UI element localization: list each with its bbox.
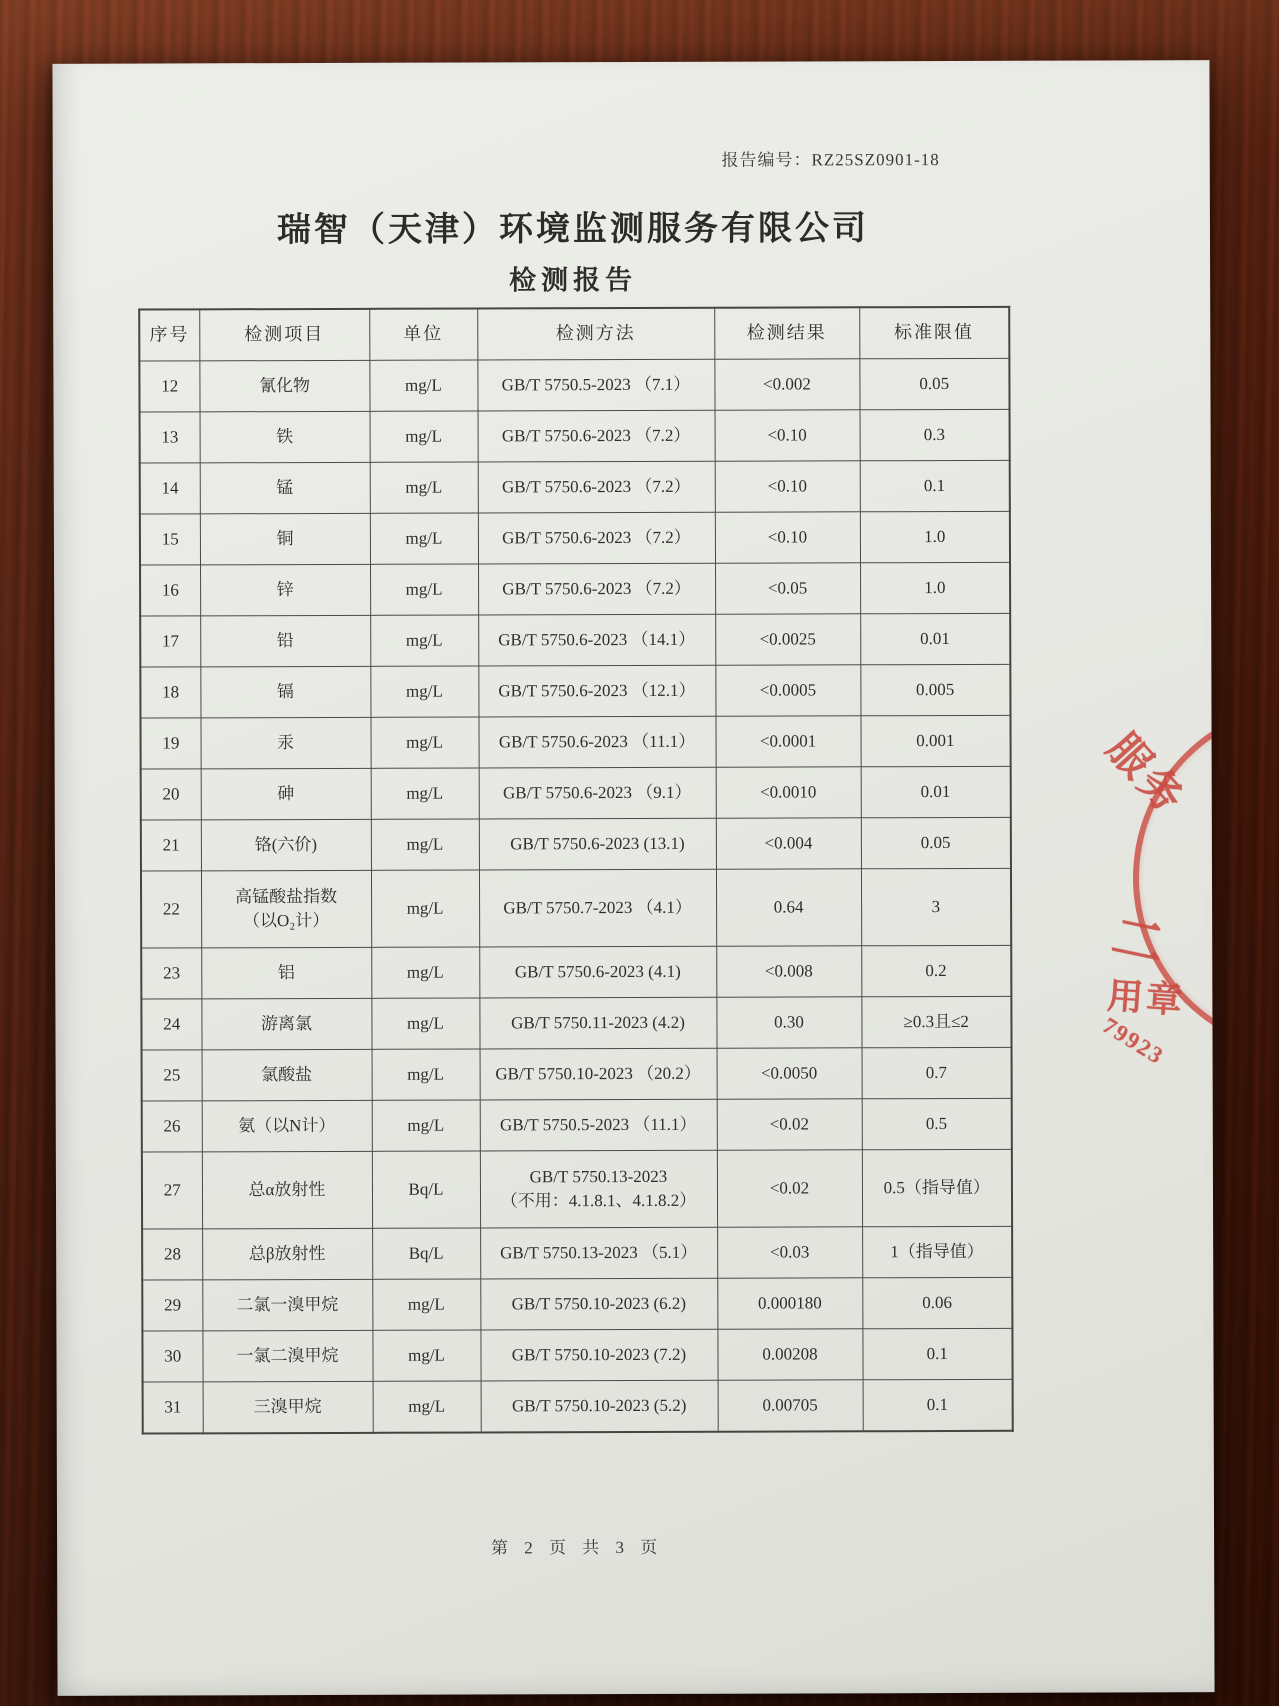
seal-text-fragment: 服务	[1097, 725, 1194, 825]
cell-limit: 0.3	[860, 409, 1010, 460]
cell-unit: mg/L	[373, 1381, 481, 1433]
cell-limit: 1（指导值）	[862, 1226, 1012, 1277]
table-body	[139, 358, 1012, 1433]
cell-limit: 0.5	[862, 1098, 1012, 1149]
cell-limit: 0.1	[863, 1379, 1013, 1431]
cell-method: GB/T 5750.13-2023 （5.1）	[480, 1227, 717, 1279]
table-row	[141, 996, 1011, 1050]
cell-limit: 0.7	[862, 1047, 1012, 1098]
table-row	[140, 409, 1010, 463]
cell-unit: mg/L	[370, 411, 478, 462]
cell-method: GB/T 5750.13-2023 （不用：4.1.8.1、4.1.8.2）	[480, 1150, 717, 1228]
cell-limit: 0.1	[860, 460, 1010, 511]
cell-method: GB/T 5750.6-2023 （9.1）	[479, 767, 716, 819]
seal-ring	[1132, 701, 1214, 1054]
table-row	[140, 460, 1010, 514]
cell-method: GB/T 5750.10-2023 (6.2)	[480, 1278, 717, 1330]
cell-result: <0.004	[716, 818, 861, 869]
cell-result: <0.002	[714, 359, 859, 410]
cell-unit: mg/L	[372, 1049, 480, 1100]
table-header-row	[139, 307, 1009, 361]
cell-unit: mg/L	[370, 666, 478, 717]
cell-result: <0.0025	[715, 614, 860, 665]
cell-result: <0.03	[717, 1227, 862, 1278]
cell-limit: 0.005	[860, 664, 1010, 715]
cell-item: 氯酸盐	[202, 1049, 372, 1101]
table-row	[141, 817, 1011, 871]
cell-item: 总α放射性	[202, 1151, 372, 1229]
cell-result: <0.10	[715, 512, 860, 563]
cell-limit: 0.05	[859, 358, 1009, 409]
cell-item: 总β放射性	[202, 1228, 372, 1280]
cell-item: 锰	[200, 462, 370, 514]
table-row	[142, 1226, 1012, 1280]
cell-seq: 18	[140, 667, 200, 718]
cell-result: 0.000180	[717, 1278, 862, 1329]
table-row	[143, 1379, 1013, 1433]
report-number-line	[138, 145, 1008, 173]
cell-method: GB/T 5750.6-2023 （14.1）	[478, 614, 715, 666]
table-header	[139, 307, 1009, 361]
cell-unit: mg/L	[369, 360, 477, 411]
table-row	[140, 562, 1010, 616]
cell-result: <0.0005	[715, 665, 860, 716]
cell-item: 游离氯	[201, 998, 371, 1050]
col-header-limit: 标准限值	[859, 307, 1009, 359]
cell-method: GB/T 5750.6-2023 (13.1)	[479, 818, 716, 870]
cell-unit: Bq/L	[372, 1228, 480, 1279]
cell-method: GB/T 5750.6-2023 （12.1）	[478, 665, 715, 717]
cell-seq: 24	[141, 999, 201, 1050]
cell-limit: 0.06	[862, 1277, 1012, 1328]
cell-limit: 0.01	[861, 766, 1011, 817]
cell-unit: mg/L	[372, 1100, 480, 1151]
table-row	[141, 945, 1011, 999]
cell-item: 高锰酸盐指数 （以O₂计）	[201, 870, 371, 948]
cell-result: <0.0050	[717, 1048, 862, 1099]
cell-seq: 26	[142, 1101, 202, 1152]
cell-unit: mg/L	[371, 768, 479, 819]
cell-method: GB/T 5750.6-2023 （7.2）	[478, 461, 715, 513]
seal-text-fragment: 用章	[1105, 975, 1187, 1021]
cell-unit: mg/L	[370, 717, 478, 768]
cell-method: GB/T 5750.5-2023 （11.1）	[480, 1099, 717, 1151]
cell-seq: 29	[142, 1280, 202, 1331]
company-seal-stamp	[1014, 680, 1212, 1101]
cell-seq: 25	[142, 1050, 202, 1101]
cell-seq: 30	[142, 1331, 202, 1382]
col-header-item: 检测项目	[199, 309, 369, 361]
cell-method: GB/T 5750.10-2023 (5.2)	[481, 1380, 718, 1432]
table-row	[140, 511, 1010, 565]
company-title: 瑞智（天津）环境监测服务有限公司	[276, 210, 870, 250]
cell-method: GB/T 5750.10-2023 （20.2）	[480, 1048, 717, 1100]
cell-unit: mg/L	[370, 615, 478, 666]
cell-result: <0.0001	[715, 716, 860, 767]
cell-limit: 1.0	[860, 562, 1010, 613]
cell-limit: 0.2	[861, 945, 1011, 996]
report-number-label: 报告编号：	[721, 150, 812, 170]
cell-method: GB/T 5750.7-2023 （4.1）	[479, 869, 716, 947]
col-header-result: 检测结果	[714, 307, 859, 359]
cell-unit: mg/L	[372, 1279, 480, 1330]
cell-method: GB/T 5750.5-2023 （7.1）	[477, 359, 714, 411]
cell-unit: mg/L	[372, 1330, 480, 1381]
report-page	[52, 60, 1214, 1696]
cell-limit: 0.05	[861, 817, 1011, 868]
cell-result: <0.05	[715, 563, 860, 614]
cell-result: 0.64	[716, 869, 861, 946]
cell-limit: 3	[861, 868, 1011, 945]
cell-item: 铅	[200, 615, 370, 667]
cell-seq: 22	[141, 871, 201, 948]
cell-method: GB/T 5750.6-2023 （7.2）	[478, 512, 715, 564]
cell-unit: mg/L	[370, 564, 478, 615]
cell-unit: mg/L	[371, 870, 479, 947]
cell-method: GB/T 5750.6-2023 （7.2）	[478, 410, 715, 462]
cell-item: 三溴甲烷	[203, 1381, 373, 1433]
table-row	[142, 1098, 1012, 1152]
cell-method: GB/T 5750.11-2023 (4.2)	[479, 997, 716, 1049]
cell-item: 氨（以N计）	[202, 1100, 372, 1152]
cell-result: <0.02	[717, 1150, 862, 1227]
seal-number-fragment: 79923	[1098, 1012, 1169, 1070]
table-row	[142, 1047, 1012, 1101]
cell-result: 0.00208	[717, 1329, 862, 1380]
cell-limit: 0.1	[862, 1328, 1012, 1379]
cell-result: <0.02	[717, 1099, 862, 1150]
cell-seq: 31	[143, 1382, 203, 1434]
report-number-value: RZ25SZ0901-18	[811, 150, 940, 170]
cell-unit: mg/L	[370, 462, 478, 513]
cell-unit: mg/L	[370, 513, 478, 564]
cell-seq: 27	[142, 1152, 202, 1229]
table-row	[142, 1149, 1012, 1229]
cell-result: <0.10	[715, 410, 860, 461]
page-number: 第 2 页 共 3 页	[490, 1537, 664, 1558]
cell-item: 铜	[200, 513, 370, 565]
cell-item: 镉	[200, 666, 370, 718]
cell-method: GB/T 5750.6-2023 （11.1）	[478, 716, 715, 768]
cell-item: 二氯一溴甲烷	[202, 1279, 372, 1331]
cell-seq: 15	[140, 514, 200, 565]
table-row	[142, 1328, 1012, 1382]
col-header-method: 检测方法	[477, 308, 714, 360]
cell-item: 砷	[201, 768, 371, 820]
cell-result: <0.008	[716, 946, 861, 997]
cell-limit: 0.01	[860, 613, 1010, 664]
cell-seq: 17	[140, 616, 200, 667]
cell-limit: ≥0.3且≤2	[861, 996, 1011, 1047]
cell-item: 一氯二溴甲烷	[202, 1330, 372, 1382]
test-results-table	[138, 306, 1014, 1435]
col-header-seq: 序号	[139, 309, 199, 361]
table-row	[140, 715, 1010, 769]
table-row	[141, 766, 1011, 820]
cell-result: <0.0010	[716, 767, 861, 818]
cell-result: 0.00705	[718, 1380, 863, 1432]
cell-seq: 13	[140, 412, 200, 463]
cell-result: 0.30	[716, 997, 861, 1048]
cell-seq: 20	[141, 769, 201, 820]
page-content	[137, 61, 1012, 1560]
cell-seq: 23	[141, 948, 201, 999]
cell-item: 锌	[200, 564, 370, 616]
cell-unit: mg/L	[371, 819, 479, 870]
cell-item: 铬(六价)	[201, 819, 371, 871]
cell-item: 汞	[200, 717, 370, 769]
cell-item: 铁	[200, 411, 370, 463]
cell-seq: 28	[142, 1229, 202, 1280]
table-row	[141, 868, 1011, 948]
cell-limit: 1.0	[860, 511, 1010, 562]
cell-limit: 0.001	[860, 715, 1010, 766]
table-row	[140, 664, 1010, 718]
cell-method: GB/T 5750.6-2023 (4.1)	[479, 946, 716, 998]
table-row	[142, 1277, 1012, 1331]
cell-seq: 19	[140, 718, 200, 769]
cell-unit: mg/L	[371, 947, 479, 998]
cell-unit: mg/L	[371, 998, 479, 1049]
cell-seq: 12	[139, 361, 199, 412]
table-row	[140, 613, 1010, 667]
seal-text-fragment: 二	[1106, 908, 1170, 976]
cell-item: 氰化物	[199, 360, 369, 412]
cell-item: 铝	[201, 947, 371, 999]
cell-seq: 14	[140, 463, 200, 514]
table-row	[139, 358, 1009, 412]
cell-seq: 16	[140, 565, 200, 616]
cell-unit: Bq/L	[372, 1151, 480, 1228]
cell-limit: 0.5（指导值）	[862, 1149, 1012, 1226]
cell-result: <0.10	[715, 461, 860, 512]
document-title: 检测报告	[509, 264, 638, 296]
cell-seq: 21	[141, 820, 201, 871]
cell-method: GB/T 5750.10-2023 (7.2)	[480, 1329, 717, 1381]
cell-method: GB/T 5750.6-2023 （7.2）	[478, 563, 715, 615]
col-header-unit: 单位	[369, 308, 477, 360]
